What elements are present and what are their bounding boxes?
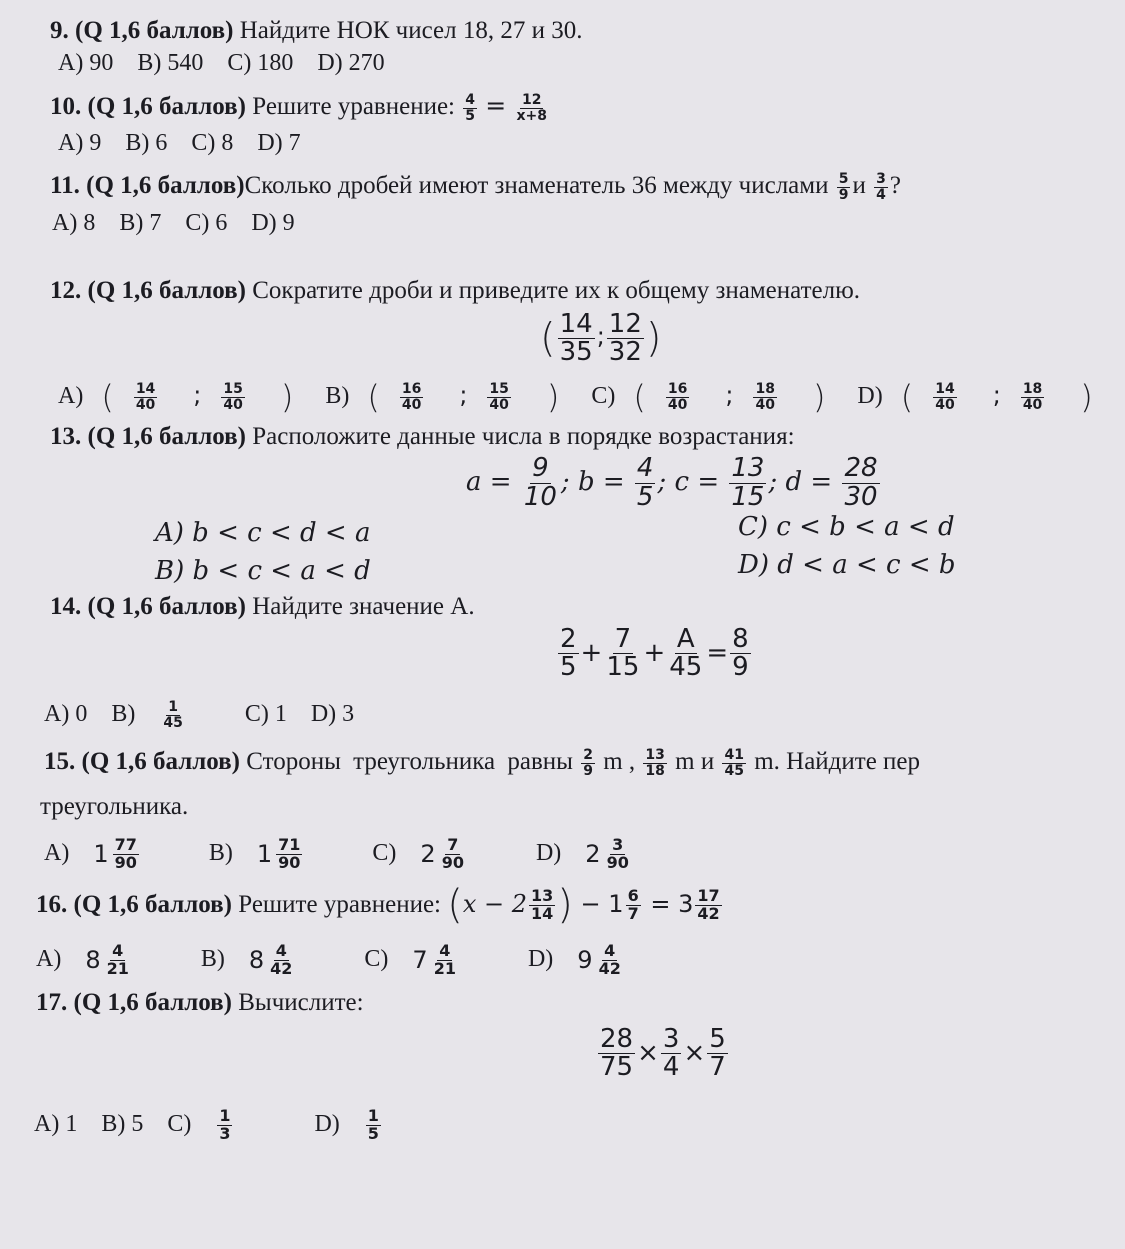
q14-title: 14. (Q 1,6 баллов) (50, 593, 246, 620)
q16-m2-den: 7 (627, 903, 639, 923)
q16-option-c-whole: 7 (412, 946, 428, 975)
q12-option-a-f1-den: 40 (135, 396, 156, 413)
q16-m2-num: 6 (627, 885, 639, 905)
q17-option-d-fraction (366, 1108, 399, 1143)
q16-option-a[interactable] (36, 941, 185, 978)
q15-line-2: треугольника. (40, 793, 189, 820)
q17-title: 17. (Q 1,6 баллов) (36, 989, 232, 1016)
q16-option-b[interactable] (200, 941, 349, 978)
q15-option-b-frac-num: 71 (278, 835, 301, 855)
q15-option-a-frac-den: 90 (114, 852, 137, 872)
q12-option-c-f1 (666, 382, 707, 412)
q16-m1-num: 13 (531, 885, 554, 905)
q12-option-c-semicolon: ; (725, 381, 734, 409)
q13-b-fraction (635, 455, 656, 511)
q12-title: 12. (Q 1,6 баллов) (50, 277, 246, 304)
q9-options (58, 48, 403, 78)
q15-option-d[interactable] (535, 835, 685, 872)
q15-tail: m. Найдите пер (754, 748, 921, 775)
q11-option-a[interactable]: A) 8 (52, 210, 96, 236)
q14-option-d[interactable]: D) 3 (310, 701, 355, 727)
question-12 (50, 276, 860, 306)
q13-d-num: 28 (844, 453, 878, 484)
q16-option-b-label: B) (200, 946, 225, 972)
q12-option-b-f2-den: 40 (489, 396, 509, 413)
q17-option-c-fraction (217, 1108, 250, 1143)
q15-option-d-whole: 2 (585, 840, 601, 869)
q12-option-d-f2-den: 40 (1022, 396, 1043, 413)
q12-option-c-rparen: ) (812, 378, 826, 417)
q12-semicolon: ; (596, 322, 605, 350)
question-17 (36, 988, 364, 1018)
q15-option-d-frac-den: 90 (606, 852, 629, 872)
q12-option-d-lparen: ( (900, 378, 914, 417)
q9-option-c[interactable]: C) 180 (227, 50, 294, 76)
q16-m2 (626, 885, 641, 923)
q12-option-a-lparen: ( (101, 378, 114, 417)
question-11 (50, 166, 901, 206)
q14-option-b-fraction (161, 700, 202, 730)
q16-m1-den: 14 (531, 903, 554, 923)
q17-times-1: × (637, 1038, 659, 1068)
q16-option-d-mixed (577, 937, 659, 983)
q16-option-b-frac (268, 943, 312, 978)
q16-option-a-whole: 8 (85, 946, 101, 975)
q11-option-d[interactable]: D) 9 (251, 210, 295, 236)
q13-a-fraction (522, 455, 559, 511)
q12-option-d-f2 (1021, 382, 1062, 412)
q13-c-num: 13 (731, 453, 765, 484)
q12-option-b-f1 (400, 382, 441, 412)
q14-equation: $\frac{2}{5}$ + $\frac{7}{15}$ + $\frac{A}{45}$ = $\frac{8}{9}$ (560, 623, 749, 682)
q15-option-b[interactable] (208, 835, 357, 872)
q15-option-b-mixed (257, 831, 339, 877)
q14-option-b[interactable] (111, 699, 220, 731)
q12-left-paren: ( (540, 315, 556, 362)
q16-option-d[interactable] (527, 941, 677, 978)
q16-option-a-frac (105, 943, 149, 978)
q13-text: Расположите данные числа в порядке возрастания: (252, 423, 795, 450)
q16-lparen: ( (447, 882, 463, 928)
q14-f4-num: 8 (732, 623, 749, 654)
q9-text: Найдите НОК чисел 18, 27 и 30. (239, 17, 583, 44)
q12-option-a-f2-den: 40 (223, 396, 243, 413)
q14-text: Найдите значение A. (252, 593, 475, 620)
q11-text: Сколько дробей имеют знаменатель 36 между числами (244, 172, 829, 199)
q15-unit-1: m , (603, 748, 636, 775)
q11-option-b[interactable]: B) 7 (119, 210, 162, 236)
q16-x: x − 2 (462, 890, 528, 918)
q11-options (52, 208, 313, 238)
q16-option-c-frac (432, 943, 476, 978)
q16-rparen: ) (557, 882, 573, 928)
q11-option-c[interactable]: C) 6 (185, 210, 228, 236)
q12-given-2-den: 32 (608, 336, 642, 367)
q12-option-b-label: B) (325, 383, 350, 409)
q17-f1 (598, 1023, 635, 1082)
q15-option-d-frac (605, 837, 649, 872)
q14-option-a[interactable]: A) 0 (44, 701, 88, 727)
q14-b-den: 45 (163, 714, 183, 731)
q16-mid: − 1 (580, 890, 624, 918)
q16-equation (447, 882, 723, 928)
q13-title: 13. (Q 1,6 баллов) (50, 423, 246, 450)
question-9 (50, 16, 583, 46)
q12-given-1-den: 35 (559, 336, 593, 367)
q16-option-d-label: D) (527, 946, 554, 972)
q15-option-c-mixed (420, 831, 502, 877)
q14-options (44, 694, 372, 734)
q17-options (34, 1100, 435, 1148)
q11-title: 11. (Q 1,6 баллов) (50, 172, 245, 199)
q10-text: Решите уравнение: (252, 93, 455, 120)
q12-option-b-lparen: ( (367, 378, 380, 417)
q12-given-1 (558, 308, 595, 367)
q12-option-d-f1-den: 40 (935, 396, 955, 413)
q15-option-d-mixed (585, 831, 667, 877)
q11-fraction-1 (837, 172, 851, 202)
q16-option-b-mixed (249, 937, 331, 983)
q16-option-b-frac-den: 42 (270, 958, 293, 978)
q10-num2: 12 (521, 92, 542, 109)
q9-title: 9. (Q 1,6 баллов) (50, 17, 234, 44)
q10-option-d[interactable]: D) 7 (257, 130, 301, 156)
q14-f4-den: 9 (732, 652, 749, 682)
q10-title: 10. (Q 1,6 баллов) (50, 93, 246, 120)
q13-a-num: 9 (532, 453, 549, 484)
q12-option-b-f2-num: 15 (489, 381, 509, 398)
q15-option-a-whole: 1 (93, 840, 109, 869)
q12-given-2 (607, 308, 644, 367)
q14-f1 (558, 623, 579, 682)
q16-option-c-mixed (412, 937, 494, 983)
q15-option-a-mixed (93, 831, 175, 877)
q16-option-d-frac-den: 42 (598, 958, 621, 978)
q12-option-d-f2-num: 18 (1022, 381, 1043, 398)
q16-rhs: = 3 (650, 890, 694, 918)
q12-option-d-rparen: ) (1080, 378, 1093, 417)
q13-c-den: 15 (731, 481, 765, 512)
q15-side-3 (722, 748, 745, 778)
q17-f2-num: 3 (662, 1023, 680, 1054)
q11-f1-num: 5 (838, 171, 849, 188)
q15-title: 15. (Q 1,6 баллов) (44, 748, 240, 775)
q12-option-b-rparen: ) (546, 378, 560, 417)
q15-option-b-frac (276, 837, 320, 872)
q15-option-c-frac-den: 90 (441, 852, 464, 872)
q9-option-b[interactable]: B) 540 (137, 50, 204, 76)
q16-text: Решите уравнение: (238, 891, 441, 918)
q12-option-a-rparen: ) (280, 378, 294, 417)
q12-right-paren: ) (645, 315, 662, 362)
q12-option-b[interactable] (325, 378, 577, 417)
q14-b-num: 1 (168, 699, 178, 716)
q15-unit-2: m и (675, 748, 715, 775)
q14-f2-num: 7 (614, 623, 632, 654)
q14-f2-den: 15 (606, 652, 640, 682)
q12-option-d-label: D) (857, 383, 883, 409)
q12-option-c-f2 (753, 382, 794, 412)
q16-option-a-mixed (85, 937, 167, 983)
q10-num1: 4 (465, 92, 475, 109)
q17-d-den: 5 (367, 1123, 379, 1143)
q12-option-c-f2-num: 18 (755, 381, 775, 398)
q15-option-b-whole: 1 (256, 840, 273, 869)
q15-option-c-label: C) (372, 840, 397, 866)
q12-option-a-semicolon: ; (193, 381, 202, 409)
q10-den2: x+8 (516, 107, 547, 124)
q16-option-a-frac-num: 4 (112, 941, 124, 961)
q16-m3 (695, 885, 721, 923)
q12-option-a[interactable] (58, 378, 311, 417)
q17-option-a[interactable]: A) 1 (34, 1111, 78, 1137)
q15-s1-den: 9 (583, 762, 593, 779)
q16-option-d-frac-num: 4 (604, 941, 616, 961)
q12-given-2-num: 12 (608, 308, 642, 339)
q13-option-d[interactable]: D) d < a < c < b (738, 550, 956, 580)
q13-d-fraction (842, 455, 879, 511)
q15-option-d-frac-num: 3 (612, 835, 624, 855)
q12-options (58, 370, 1125, 422)
q10-options (58, 128, 319, 158)
q12-option-c-f2-den: 40 (755, 396, 775, 413)
q17-f1-den: 75 (600, 1052, 634, 1082)
q13-d-den: 30 (844, 481, 878, 512)
q11-qmark: ? (889, 172, 901, 199)
q15-option-c[interactable] (372, 835, 520, 872)
q15-option-c-whole: 2 (420, 840, 436, 869)
q13-given-numbers: a = $\frac{9}{10}$ ; b = $\frac{4}{5}$ ; c = $\frac{13}{15}$ ; d = $\frac{28}{30}$ (466, 453, 878, 512)
q15-side-2 (643, 748, 666, 778)
q17-f2 (661, 1023, 682, 1082)
q10-fraction-right (514, 93, 549, 123)
q16-option-d-whole: 9 (577, 946, 593, 975)
q13-b-label: b = (577, 467, 625, 497)
q16-option-b-whole: 8 (248, 946, 265, 975)
q15-s3-num: 41 (724, 747, 744, 764)
q16-option-c-label: C) (364, 946, 389, 972)
q17-expression (596, 1018, 730, 1088)
q16-m1 (529, 885, 555, 923)
q12-text: Сократите дроби и приведите их к общему знаменателю. (252, 277, 861, 304)
q17-c-den: 3 (219, 1123, 231, 1143)
q17-f3 (707, 1023, 728, 1082)
q17-f3-num: 5 (709, 1023, 726, 1054)
q13-option-c[interactable]: C) c < b < a < d (738, 512, 955, 542)
q14-f1-den: 5 (560, 652, 577, 682)
question-16 (36, 880, 724, 929)
q16-options (36, 936, 693, 983)
q16-option-c-frac-num: 4 (439, 941, 451, 961)
q12-option-b-f1-num: 16 (401, 381, 422, 398)
q9-option-a[interactable]: A) 90 (58, 50, 114, 76)
q14-option-c[interactable]: C) 1 (244, 701, 287, 727)
q16-option-c-frac-den: 21 (433, 958, 456, 978)
q15-s2-num: 13 (645, 747, 665, 764)
q15-s3-den: 45 (724, 762, 744, 779)
q15-s1-num: 2 (583, 747, 593, 764)
q12-option-a-f2 (221, 382, 262, 412)
q15-option-a-frac-num: 77 (114, 835, 137, 855)
q12-option-d-f1-num: 14 (935, 381, 955, 398)
q13-a-label: a = (466, 467, 512, 497)
q10-option-b[interactable]: B) 6 (125, 130, 168, 156)
q15-text: Стороны треугольника равны (246, 748, 573, 775)
q17-option-c-label: C) (167, 1111, 192, 1137)
q16-title: 16. (Q 1,6 баллов) (36, 891, 232, 918)
q15-option-a[interactable] (44, 835, 193, 872)
q10-option-a[interactable]: A) 9 (58, 130, 102, 156)
q17-c-num: 1 (219, 1106, 231, 1126)
q12-option-a-f2-num: 15 (223, 381, 243, 398)
q9-option-d[interactable]: D) 270 (317, 50, 385, 76)
q17-text: Вычислите: (238, 989, 364, 1016)
q15-side-1 (581, 748, 595, 778)
q12-option-c-f1-den: 40 (667, 396, 688, 413)
q13-b-den: 5 (636, 481, 654, 512)
q15-option-a-label: A) (44, 840, 70, 866)
q10-option-c[interactable]: C) 8 (191, 130, 234, 156)
q12-option-a-f1-num: 14 (135, 381, 156, 398)
q13-d-label: d = (785, 467, 833, 497)
q16-m3-den: 42 (697, 903, 720, 923)
q15-option-b-label: B) (208, 840, 233, 866)
q17-option-b[interactable]: B) 5 (101, 1111, 144, 1137)
question-14 (50, 592, 475, 622)
q12-option-c-label: C) (591, 383, 616, 409)
question-10 (50, 86, 551, 127)
q15-option-c-frac-num: 7 (447, 835, 459, 855)
q11-f1-den: 9 (838, 186, 849, 203)
q16-option-c[interactable] (364, 941, 512, 978)
q12-option-a-f1 (134, 382, 175, 412)
q11-f2-den: 4 (876, 186, 886, 203)
q11-fraction-2 (874, 172, 888, 202)
q12-option-d-semicolon: ; (992, 381, 1001, 409)
q14-f3-den: 45 (669, 652, 703, 682)
q12-option-d[interactable] (857, 378, 1110, 417)
q13-a-den: 10 (523, 481, 557, 512)
q17-option-d[interactable] (314, 1106, 416, 1143)
q12-option-c-lparen: ( (633, 378, 646, 417)
q15-s2-den: 18 (645, 762, 665, 779)
q14-f3 (667, 623, 704, 682)
q14-f2 (604, 623, 641, 682)
q12-given-1-num: 14 (559, 308, 593, 339)
q14-f4 (730, 623, 751, 682)
q12-option-b-f2 (487, 382, 528, 412)
question-15 (44, 742, 920, 782)
q12-option-b-f1-den: 40 (401, 396, 422, 413)
q15-option-b-frac-den: 90 (278, 852, 301, 872)
q12-option-a-label: A) (58, 383, 84, 409)
q12-option-c[interactable] (591, 378, 843, 417)
q16-option-d-frac (597, 943, 641, 978)
q12-option-d-f1 (933, 382, 974, 412)
q11-f2-num: 3 (876, 171, 886, 188)
q16-option-a-label: A) (36, 946, 62, 972)
question-13 (50, 422, 795, 452)
q12-option-b-semicolon: ; (459, 381, 468, 409)
q15-options (44, 830, 701, 877)
q17-d-num: 1 (367, 1106, 379, 1126)
q10-den1: 5 (465, 107, 475, 124)
q16-option-b-frac-num: 4 (275, 941, 287, 961)
q17-f2-den: 4 (662, 1052, 680, 1082)
q13-c-fraction (729, 455, 766, 511)
q17-option-d-label: D) (314, 1111, 340, 1137)
q13-b-num: 4 (636, 453, 654, 484)
q12-option-c-f1-num: 16 (667, 381, 688, 398)
q15-option-d-label: D) (535, 840, 562, 866)
q10-fraction-left (463, 93, 477, 123)
q14-f3-num: A (676, 623, 695, 654)
q15-option-c-frac (440, 837, 484, 872)
q13-option-a[interactable]: A) b < c < d < a (155, 518, 371, 548)
q17-f1-num: 28 (600, 1023, 634, 1054)
q16-m3-num: 17 (697, 885, 720, 905)
q14-option-b-label: B) (111, 701, 136, 727)
q12-given-pair (540, 306, 662, 368)
q13-option-b[interactable]: B) b < c < a < d (155, 556, 371, 586)
q15-option-a-frac (113, 837, 157, 872)
q10-equals: = (485, 91, 507, 120)
q17-f3-den: 7 (709, 1052, 726, 1082)
q13-c-label: c = (674, 467, 720, 497)
q14-f1-num: 2 (560, 623, 577, 654)
q17-option-c[interactable] (167, 1106, 268, 1143)
q17-times-2: × (683, 1038, 706, 1068)
q16-option-a-frac-den: 21 (106, 958, 129, 978)
q11-and: и (852, 172, 866, 199)
